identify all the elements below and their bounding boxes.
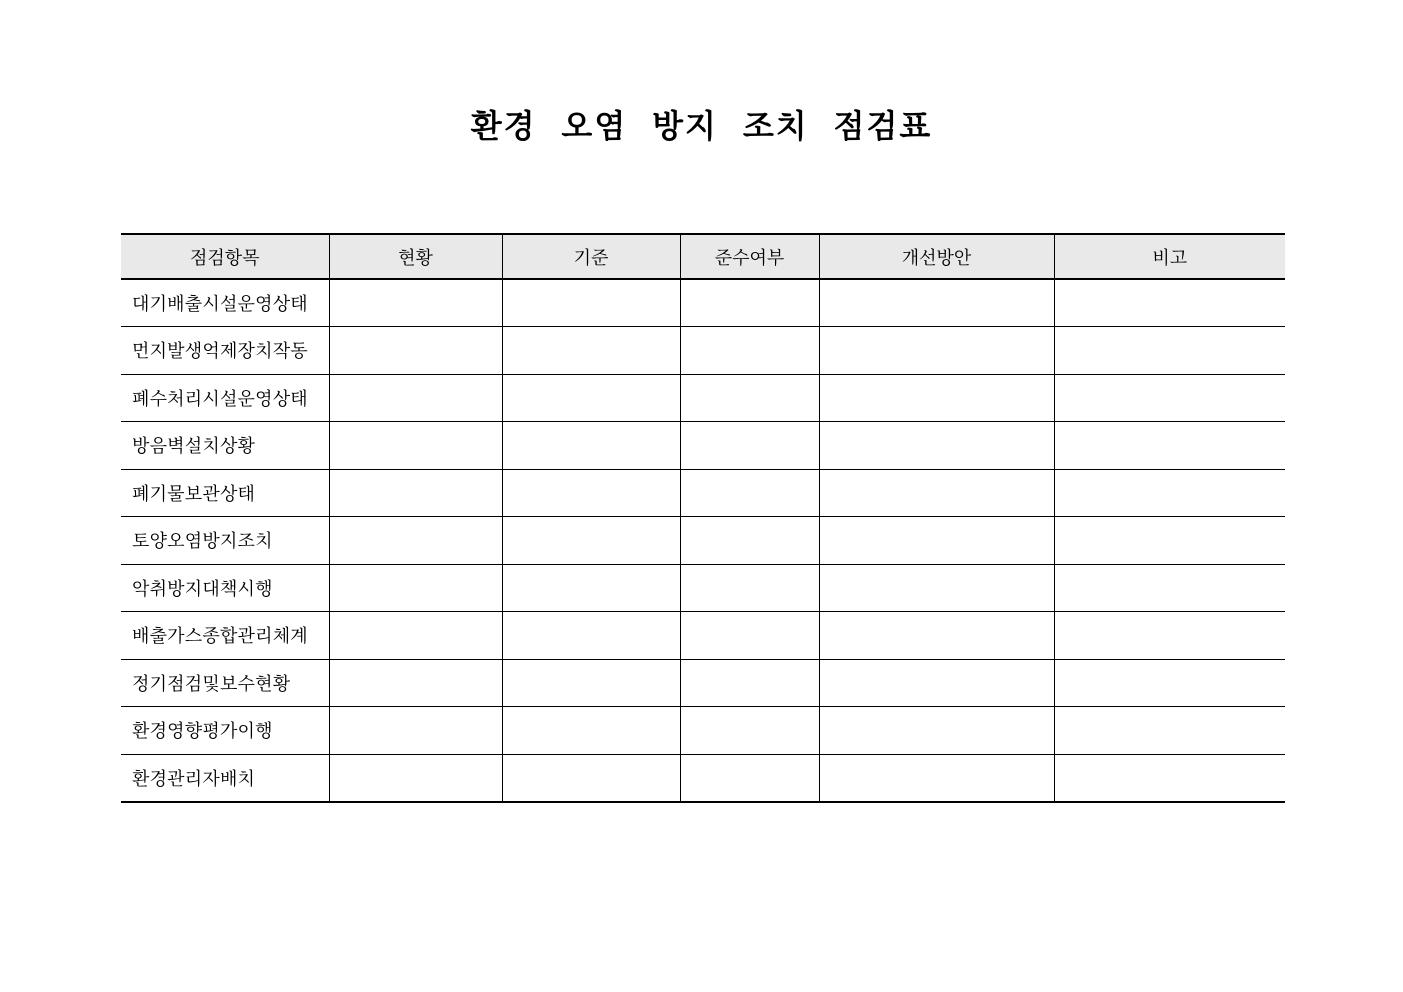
page-title: 환경 오염 방지 조치 점검표 [470,108,933,144]
value-cell-5 [1054,517,1285,565]
value-cell-2 [502,422,680,470]
value-cell-2 [502,754,680,802]
value-cell-4 [819,659,1054,707]
table-row [121,422,1285,470]
value-cell-4 [819,422,1054,470]
value-cell-4 [819,517,1054,565]
value-cell-3 [680,564,819,612]
value-cell-3 [680,612,819,660]
column-header-5: 개선방안 [819,234,1054,279]
table-header-row [121,234,1285,279]
table-row [121,754,1285,802]
value-cell-3 [680,279,819,327]
value-cell-4 [819,612,1054,660]
value-cell-4 [819,374,1054,422]
table-row [121,469,1285,517]
value-cell-1 [329,279,502,327]
value-cell-2 [502,279,680,327]
column-header-4: 준수여부 [680,234,819,279]
check-item-cell: 악취방지대책시행 [121,564,329,612]
check-item-cell: 폐수처리시설운영상태 [121,374,329,422]
value-cell-1 [329,517,502,565]
value-cell-2 [502,564,680,612]
checklist-table [121,233,1285,803]
check-item-cell: 방음벽설치상황 [121,422,329,470]
table-row [121,327,1285,375]
value-cell-2 [502,469,680,517]
value-cell-4 [819,327,1054,375]
value-cell-1 [329,374,502,422]
value-cell-4 [819,754,1054,802]
value-cell-5 [1054,327,1285,375]
column-header-2: 현황 [329,234,502,279]
check-item-cell: 토양오염방지조치 [121,517,329,565]
table-row [121,707,1285,755]
value-cell-4 [819,279,1054,327]
table-row [121,374,1285,422]
check-item-cell: 폐기물보관상태 [121,469,329,517]
value-cell-1 [329,422,502,470]
value-cell-3 [680,659,819,707]
value-cell-2 [502,612,680,660]
value-cell-1 [329,564,502,612]
value-cell-3 [680,754,819,802]
column-header-1: 점검항목 [121,234,329,279]
table-row [121,279,1285,327]
value-cell-1 [329,327,502,375]
check-item-cell: 환경영향평가이행 [121,707,329,755]
value-cell-5 [1054,564,1285,612]
value-cell-2 [502,707,680,755]
value-cell-1 [329,469,502,517]
value-cell-2 [502,327,680,375]
value-cell-3 [680,707,819,755]
table-head [121,234,1285,279]
column-header-6: 비고 [1054,234,1285,279]
value-cell-3 [680,422,819,470]
table-row [121,517,1285,565]
value-cell-4 [819,564,1054,612]
check-item-cell: 정기점검및보수현황 [121,659,329,707]
value-cell-5 [1054,754,1285,802]
value-cell-5 [1054,422,1285,470]
check-item-cell: 먼지발생억제장치작동 [121,327,329,375]
value-cell-1 [329,754,502,802]
check-item-cell: 대기배출시설운영상태 [121,279,329,327]
value-cell-2 [502,374,680,422]
value-cell-2 [502,659,680,707]
value-cell-3 [680,374,819,422]
table-body [121,279,1285,802]
value-cell-5 [1054,469,1285,517]
value-cell-3 [680,469,819,517]
value-cell-1 [329,707,502,755]
value-cell-3 [680,517,819,565]
value-cell-3 [680,327,819,375]
value-cell-4 [819,707,1054,755]
value-cell-1 [329,659,502,707]
value-cell-5 [1054,374,1285,422]
column-header-3: 기준 [502,234,680,279]
table-row [121,612,1285,660]
value-cell-5 [1054,279,1285,327]
table-row [121,659,1285,707]
value-cell-5 [1054,659,1285,707]
value-cell-4 [819,469,1054,517]
value-cell-1 [329,612,502,660]
table-row [121,564,1285,612]
check-item-cell: 배출가스종합관리체계 [121,612,329,660]
value-cell-5 [1054,707,1285,755]
value-cell-5 [1054,612,1285,660]
value-cell-2 [502,517,680,565]
check-item-cell: 환경관리자배치 [121,754,329,802]
